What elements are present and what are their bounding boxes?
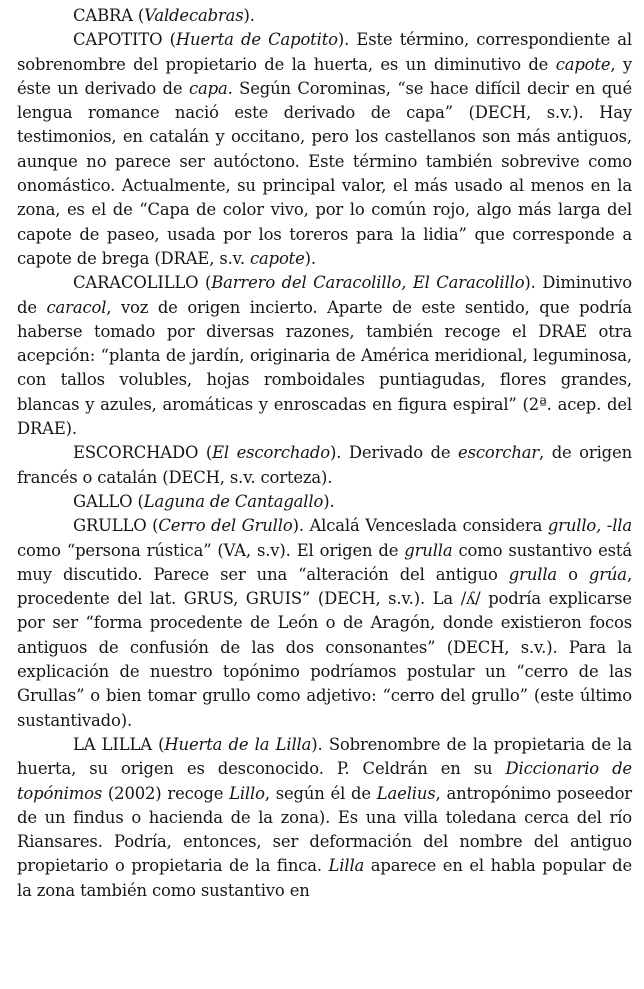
italic-run: capote	[249, 248, 305, 268]
entry-gallo	[17, 490, 632, 514]
text-run: , procedente del lat. GRUS, GRUIS” (DECH, s.v.). La /ʎ/ podría explicarse por ser “forma procedente de León o de Aragón, donde existieron focos antiguos de confusión de las dos consonantes” (DECH, s.v.). Para la explicación de nuestro topónimo podríamos postular un “cerro de las Grullas” o bien tomar grullo como adjetivo: “cerro del grullo” (este último sustantivado).	[17, 564, 632, 730]
italic-run: Laguna de Cantagallo	[143, 491, 324, 511]
italic-run: grúa	[588, 564, 627, 584]
text-run: (2002) recoge	[102, 783, 230, 803]
italic-run: caracol	[46, 297, 107, 317]
text-run: GALLO (	[73, 491, 144, 511]
italic-run: grullo, -lla	[547, 516, 633, 536]
italic-run: capote	[555, 54, 611, 74]
text-run: GRULLO (	[73, 516, 159, 536]
italic-run: Cerro del Grullo	[158, 516, 293, 536]
text-run: , antropónimo poseedor de un findus o hacienda de la zona). Es una villa toledana cerca del río Riansares. Podría, entonces, ser deformación del nombre del antiguo propietario o propietaria de la finca.	[17, 783, 632, 876]
italic-run: El escorchado	[212, 443, 330, 463]
entry-escorchado	[17, 441, 632, 490]
text-run: . Según Corominas, “se hace difícil decir en qué lengua romance nació este derivado de capa” (DECH, s.v.). Hay testimonios, en catalán y occitano, pero los castellanos son más antiguos, aunque no parece ser autóctono. Este término también sobrevive como onomástico. Actualmente, su principal valor, el más usado al menos en la zona, es el de “Capa de color vivo, por lo común rojo, algo más larga del capote de paseo, usada por los toreros para la lidia” que corresponde a capote de brega (DRAE, s.v.	[17, 78, 632, 268]
italic-run: Barrero del Caracolillo, El Caracolillo	[211, 273, 525, 293]
entry-cabra	[17, 4, 632, 28]
italic-run: Lilla	[328, 856, 365, 876]
text-run: como “persona rústica” (VA, s.v). El origen de	[17, 540, 405, 560]
text-run: ). Alcalá Venceslada considera	[292, 516, 548, 536]
text-run: CABRA (	[73, 6, 145, 25]
italic-run: Valdecabras	[144, 6, 244, 25]
text-run: ).	[243, 6, 255, 25]
entry-la-lilla	[17, 733, 632, 903]
text-run: aparece en el habla popular de la zona también como sustantivo en	[17, 856, 632, 900]
text-run: ESCORCHADO (	[73, 443, 213, 463]
glossary-entries	[17, 4, 632, 903]
text-run: CAPOTITO (	[73, 30, 176, 50]
text-run: , según él de	[264, 783, 377, 803]
text-run: ).	[323, 491, 335, 511]
text-run: como sustantivo está muy discutido. Parece ser una “alteración del antiguo	[17, 540, 632, 584]
text-run: o	[557, 564, 589, 584]
italic-run: Huerta de la Lilla	[164, 734, 312, 754]
italic-run: Laelius	[376, 783, 436, 803]
italic-run: grulla	[404, 540, 453, 560]
text-run: ). Derivado de	[329, 443, 459, 463]
text-run: ). Diminutivo de	[17, 273, 632, 317]
text-run: , de origen francés o catalán (DECH, s.v. corteza).	[17, 443, 632, 487]
text-run: CARACOLILLO (	[73, 273, 212, 293]
italic-run: capa	[188, 78, 228, 98]
text-run: LA LILLA (	[73, 734, 165, 754]
text-run: , y éste un derivado de	[17, 54, 632, 98]
italic-run: Huerta de Capotito	[175, 30, 338, 50]
text-run: ).	[304, 248, 316, 268]
text-run: ). Sobrenombre de la propietaria de la huerta, su origen es desconocido. P. Celdrán en su	[17, 734, 632, 779]
entry-caracolillo	[17, 271, 632, 441]
text-run: ). Este término, correspondiente al sobrenombre del propietario de la huerta, es un diminutivo de	[17, 30, 632, 74]
entry-capotito	[17, 28, 632, 271]
italic-run: Lillo	[229, 783, 265, 803]
entry-grullo	[17, 514, 632, 733]
italic-run: grulla	[508, 564, 558, 584]
italic-run: escorchar	[458, 443, 540, 463]
italic-run: Diccionario de topónimos	[17, 759, 632, 803]
text-run: , voz de origen incierto. Aparte de este sentido, que podría haberse tomado por diversas razones, también recoge el DRAE otra acepción: “planta de jardín, originaria de América meridional, leguminosa, con tallos volubles, hojas romboidales puntiagudas, flores grandes, blancas y azules, aromáticas y enroscadas en figura espiral” (2ª. acep. del DRAE).	[17, 297, 632, 439]
